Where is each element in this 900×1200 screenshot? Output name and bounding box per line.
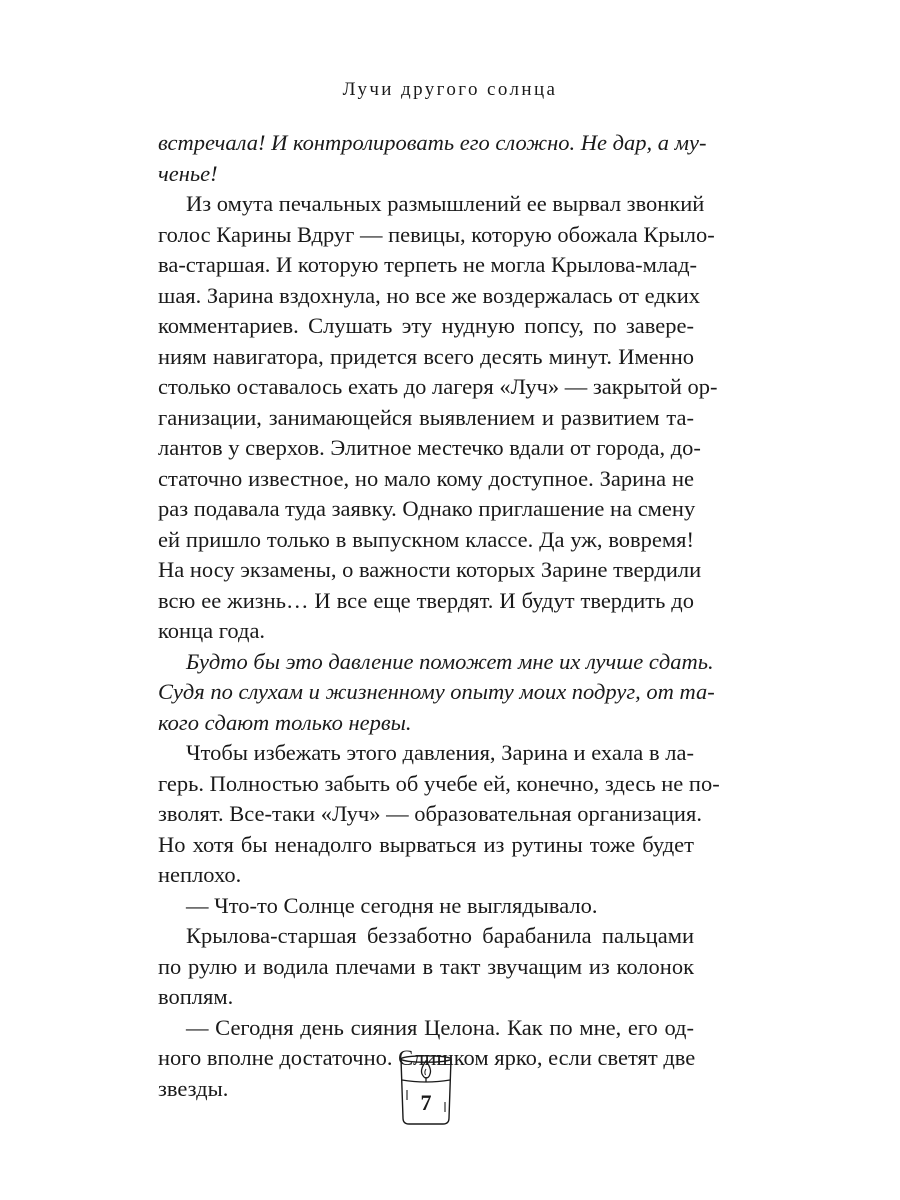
paragraph [158,128,707,189]
text-line: звезды. [158,1075,229,1101]
text-line: всю ее жизнь… И все еще твердят. И будут твердить до [158,587,694,613]
text-line: неплохо. [158,862,242,887]
text-line: Будто бы это давление поможет мне их лучше сдать. [186,648,714,674]
text-line: Крылова-старшая беззаботно барабанила пальцами [186,923,694,948]
text-line: лантов у сверхов. Элитное местечко вдали от города, до- [158,435,701,460]
text-line: ей пришло только в выпускном классе. Да уж, вовремя! [158,526,694,552]
text-line: голос Карины Вдруг — певицы, которую обожала Крыло- [158,221,715,247]
text-line: герь. Полностью забыть об учебе ей, конечно, здесь не по- [158,770,720,796]
text-line: комментариев. Слушать эту нудную попсу, по завере- [158,313,694,338]
text-line: Судя по слухам и жизненному опыту моих подруг, от та- [158,679,715,704]
text-line: статочно известное, но мало кому доступное. Зарина не [158,465,694,491]
text-line: шая. Зарина вздохнула, но все же воздержалась от едких [158,282,700,308]
text-line: конца года. [158,618,266,643]
text-line: ченье! [158,160,218,186]
running-head: Лучи другого солнца [342,79,558,100]
text-line: встречала! И контролировать его сложно. Не дар, а му- [158,130,707,155]
text-line: Чтобы избежать этого давления, Зарина и ехала в ла- [186,740,694,765]
paragraph [158,891,694,922]
text-line: Но хотя бы ненадолго вырваться из рутины тоже будет [158,831,694,857]
text-line: зволят. Все-таки «Луч» — образовательная организация. [158,801,702,826]
paragraph [158,189,718,647]
text-line: ниям навигатора, придется всего десять минут. Именно [158,343,694,369]
text-line: по рулю и водила плечами в такт звучащим из колонок [158,953,694,979]
text-line: столько оставалось ехать до лагеря «Луч» — закрытой ор- [158,374,718,399]
text-line: — Сегодня день сияния Целона. Как по мне, его од- [186,1014,694,1040]
paragraph [158,647,715,739]
text-line: раз подавала туда заявку. Однако приглашение на смену [158,496,696,521]
text-line: Из омута печальных размышлений ее вырвал звонкий [186,191,705,216]
text-line: ва-старшая. И которую терпеть не могла Крылова-млад- [158,252,698,277]
page-folio [398,1052,454,1128]
body-text [158,128,720,1104]
text-line: — Что-то Солнце сегодня не выглядывало. [186,892,598,918]
paragraph [158,921,694,1013]
text-line: воплям. [158,984,234,1009]
text-line: ганизации, занимающейся выявлением и развитием та- [158,404,694,430]
page-number: 7 [420,1090,432,1115]
text-line: ного вполне достаточно. Слишком ярко, если светят две [158,1045,696,1070]
text-line: кого сдают только нервы. [158,709,412,735]
text-line: На носу экзамены, о важности которых Зарине твердили [158,557,702,582]
paragraph [158,738,720,891]
